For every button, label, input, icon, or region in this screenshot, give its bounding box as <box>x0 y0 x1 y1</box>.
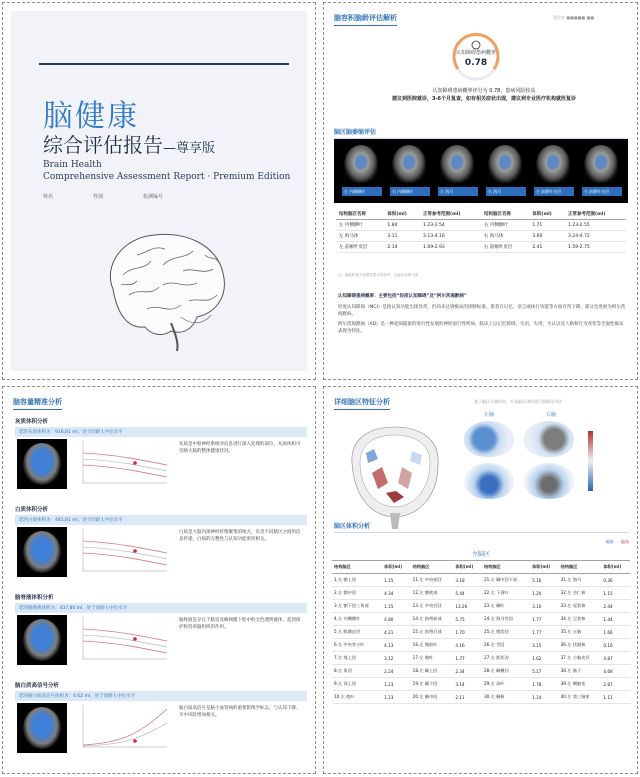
table-cell: 28.左 颞横回 <box>482 665 530 678</box>
block-description: 脑脊液是存在于脑室及蛛网膜下腔中的无色透明液体，起到保护和营养脑组织的作用。 <box>179 618 301 630</box>
column-header: 结构脑区 <box>482 561 530 574</box>
table-cell: 4.34 <box>382 587 411 600</box>
block-description: 白质是大脑内部神经纤维聚集的地方，负责不同脑区之间的信息传递，白质的完整性与认知功能密切相关。 <box>179 530 301 542</box>
table-row <box>332 691 630 704</box>
table-cell: 1.62 <box>530 652 559 665</box>
patient-marker <box>133 637 137 641</box>
table-cell: 4.左 内侧额叶 <box>332 613 382 626</box>
table-cell: 2.11 <box>453 691 482 704</box>
mri-image <box>17 439 67 489</box>
table-cell: 25.左 梭状回 <box>482 626 530 639</box>
table-cell: 1.59-2.75 <box>565 242 626 253</box>
table-cell: 1.15 <box>382 574 411 587</box>
block-result-bar: 您的灰质体积为：918.81 ml，处于同龄人中位水平 <box>15 427 307 437</box>
block-title: 脑脊液体积分析 <box>15 595 54 601</box>
column-header: 结构脑区名称 <box>336 209 384 220</box>
region-analysis-page <box>323 386 638 774</box>
upper-curve <box>83 709 167 745</box>
table-cell: 2.87 <box>601 678 630 691</box>
cover-meta <box>43 193 163 200</box>
table-row <box>332 600 630 613</box>
table-cell: 左 前额叶皮层 <box>336 242 384 253</box>
table-row <box>332 639 630 652</box>
table-cell: 1.15 <box>382 600 411 613</box>
mri-image <box>488 145 522 183</box>
volume-block <box>15 681 307 765</box>
table-cell: 1.71 <box>529 220 565 231</box>
table-row <box>332 665 630 678</box>
mri-section-title: 脑区脑萎缩评估 <box>334 127 628 139</box>
left-hemisphere-lateral <box>464 421 514 457</box>
table-cell: 0.36 <box>601 574 630 587</box>
mri-slice <box>436 145 478 201</box>
block-title: 灰质体积分析 <box>15 419 49 425</box>
gauge-arc <box>446 31 506 81</box>
table-cell: 8.左 角回 <box>332 665 382 678</box>
mri-image <box>440 145 474 183</box>
table-row <box>332 574 630 587</box>
column-header: 结构脑区 <box>332 561 382 574</box>
explanation-text-1: 轻度认知障碍（MCI）是指认知功能出现异常，但尚未达到痴呆的诊断标准。患者在记忆、语言或执行功能等方面有所下降，部分会进展为阿尔茨海默病。 <box>338 305 626 317</box>
brain-scan <box>23 707 61 749</box>
table-cell: 3.13-4.16 <box>420 231 481 242</box>
mri-slice <box>580 145 622 201</box>
cover-en-line1: Brain Health <box>43 160 102 170</box>
table-cell: 2.44 <box>601 600 630 613</box>
mri-slice <box>484 145 526 201</box>
table-cell: 2.41 <box>529 242 565 253</box>
mri-region-tag: 左 前额叶皮层 <box>534 187 574 196</box>
table-cell: 2.34 <box>453 665 482 678</box>
table-cell: 10.左 枕叶 <box>332 691 382 704</box>
cover-divider <box>39 63 289 65</box>
mri-image <box>344 145 378 183</box>
table-cell: 22.左 下顶叶 <box>482 587 530 600</box>
explanation-box <box>338 293 626 335</box>
table-cell: 13.26 <box>453 600 482 613</box>
table-row <box>336 242 626 253</box>
mri-region-tag: 右 前额叶皮层 <box>582 187 622 196</box>
mri-slice <box>532 145 574 201</box>
table-row <box>332 626 630 639</box>
mri-image <box>536 145 570 183</box>
mri-image <box>584 145 618 183</box>
cover-subtitle-main: 综合评估报告 <box>43 133 163 157</box>
cover-title: 脑健康 <box>43 99 139 134</box>
mri-region-tag: 左 海马 <box>438 187 478 196</box>
table-cell: 38.左 脑干 <box>559 665 602 678</box>
block-title: 白质体积分析 <box>15 507 49 513</box>
page-header: 脑容积脑龄评估解析 <box>334 13 397 26</box>
risk-summary-line1: 认知障碍患病概率评分为 0.78，患病风险较高 <box>432 88 536 94</box>
table-header-row <box>332 561 630 574</box>
table-cell: 29.左 岛叶 <box>482 678 530 691</box>
table-cell: 14.左 扣带前部 <box>411 613 454 626</box>
table-row <box>332 678 630 691</box>
table-cell: 5.44 <box>453 587 482 600</box>
table-cell: 19.左 颞下回 <box>411 678 454 691</box>
table-cell: 20.左 颞中回 <box>411 691 454 704</box>
table-row <box>332 652 630 665</box>
table-cell: 34.左 豆状核 <box>559 613 602 626</box>
brain-illustration <box>93 225 233 353</box>
table-cell: 24.左 海马旁回 <box>482 613 530 626</box>
risk-summary-line2: 建议到医院就诊，3-6个月复查，如有相关症状出现，建议到专业医疗机构就医复诊 <box>391 96 577 102</box>
region-legend <box>606 539 629 545</box>
table-cell: 1.23-2.54 <box>420 220 481 231</box>
table-title: 左脑区 <box>332 547 630 561</box>
percentile-chart <box>77 613 169 665</box>
region-section-title: 脑区体积分析 <box>334 521 629 533</box>
table-header-row <box>336 209 626 220</box>
table-cell: 3.14 <box>453 678 482 691</box>
table-cell: 2.左 额中回 <box>332 587 382 600</box>
volume-table <box>336 209 626 253</box>
table-cell: 左 内侧颞叶 <box>336 220 384 231</box>
table-cell: 1.20 <box>530 587 559 600</box>
patient-marker <box>133 461 137 465</box>
brain-scan <box>23 443 61 485</box>
table-cell: 30.左 颞极 <box>482 691 530 704</box>
table-cell: 4.16 <box>453 639 482 652</box>
lower-curve <box>83 553 167 565</box>
table-cell: 1.77 <box>453 652 482 665</box>
table-cell: 3.11 <box>384 231 420 242</box>
table-cell: 1.15 <box>601 587 630 600</box>
table-cell: 2.24 <box>382 665 411 678</box>
colorbar <box>588 431 593 491</box>
column-header: 结构脑区 <box>411 561 454 574</box>
table-row <box>336 220 626 231</box>
table-cell: 1.84 <box>384 220 420 231</box>
column-header: 结构脑区名称 <box>481 209 529 220</box>
lower-curve <box>83 465 167 477</box>
column-header: 正常参考范围(ml) <box>420 209 481 220</box>
block-result-bar: 您的脑白质高信号体积为：4.62 ml，处于同龄人中位水平 <box>15 691 307 701</box>
table-cell: 12.左 额底部 <box>411 587 454 600</box>
cover-subtitle <box>43 129 215 158</box>
cover-page <box>2 2 316 380</box>
median-curve <box>83 723 167 746</box>
block-result-bar: 您的白质体积为：481.81 ml，处于同龄人中位水平 <box>15 515 307 525</box>
table-cell: 1.左 额上回 <box>332 574 382 587</box>
table-cell: 15.左 扣带后部 <box>411 626 454 639</box>
table-cell: 1.23-2.55 <box>565 220 626 231</box>
cover-english-title <box>43 159 290 183</box>
table-cell: 11.左 中央前回 <box>411 574 454 587</box>
cover-meta-name: 姓名 <box>43 194 54 200</box>
table-cell: 3.15 <box>530 639 559 652</box>
mri-slice <box>388 145 430 201</box>
mri-region-tag: 右 内侧颞叶 <box>390 187 430 196</box>
table-cell: 33.左 尾状核 <box>559 600 602 613</box>
table-cell: 23.左 颞叶 <box>482 600 530 613</box>
left-hemisphere-label: 左脑 <box>484 412 495 418</box>
table-cell: 1.14 <box>530 691 559 704</box>
explanation-title: 认知障碍患病概率：主要包括“轻度认知障碍”及“阿尔茨海默病” <box>338 294 467 299</box>
right-hemisphere-lateral <box>524 421 574 457</box>
table-cell: 右 内侧颞叶 <box>481 220 529 231</box>
legend-low: 偏低 <box>605 539 614 544</box>
page-header: 脑容量精准分析 <box>13 397 62 410</box>
table-cell: 4.87 <box>601 652 630 665</box>
block-description: 脑白质高信号是脑小血管病的重要影像学标志，与认知下降、卒中风险增加相关。 <box>179 706 301 718</box>
mri-region-tag: 右 海马 <box>486 187 526 196</box>
brain-scan <box>23 619 61 661</box>
column-header: 体积(ml) <box>453 561 482 574</box>
patient-marker <box>133 549 137 553</box>
table-cell: 1.11 <box>601 691 630 704</box>
cover-meta-gender: 性别 <box>93 194 104 200</box>
table-note: 注：脑容积相关参数结果仅供参考，以临床诊断为准 <box>338 273 419 277</box>
cover-edition: —尊享版 <box>163 141 216 156</box>
table-cell: 3.12 <box>382 652 411 665</box>
explanation-text-2: 阿尔茨海默病（AD）是一种起病隐匿的进行性发展的神经退行性疾病，临床上以记忆障碍、失语、失用、失认以及人格和行为改变等全面性痴呆表现为特征。 <box>338 322 624 334</box>
table-cell: 1.44 <box>601 613 630 626</box>
cover-meta-id: 检测编号 <box>143 194 164 200</box>
table-cell: 39.左 侧脑室 <box>559 678 602 691</box>
table-cell: 16.左 楔前叶 <box>411 639 454 652</box>
table-cell: 1.70 <box>453 626 482 639</box>
table-cell: 3.10 <box>530 600 559 613</box>
table-cell: 27.左 距状沟 <box>482 652 530 665</box>
summary-page <box>323 2 638 380</box>
table-row <box>332 587 630 600</box>
mri-region-tag: 左 内侧颞叶 <box>342 187 382 196</box>
left-hemisphere-medial <box>464 463 514 499</box>
risk-summary <box>354 87 614 103</box>
table-cell: 5.75 <box>453 613 482 626</box>
gauge-value: 0.78 <box>464 58 488 68</box>
table-cell: 3.60 <box>529 231 565 242</box>
table-cell: 1.78 <box>530 678 559 691</box>
table-cell: 9.左 顶上回 <box>332 678 382 691</box>
percentile-chart <box>77 701 169 753</box>
table-cell: 26.左 舌回 <box>482 639 530 652</box>
column-header: 体积(ml) <box>384 209 420 220</box>
table-cell: 4.80 <box>382 613 411 626</box>
table-cell: 4.13 <box>382 639 411 652</box>
column-header: 体积(ml) <box>382 561 411 574</box>
table-cell: 1.69-2.93 <box>420 242 481 253</box>
patient-marker <box>133 739 137 743</box>
table-cell: 3.左 额下回三角部 <box>332 600 382 613</box>
header-note: 基于脑区分割结果，对各脑区体积进行精细化评估 <box>474 399 562 404</box>
table-cell: 21.左 颞中回下部 <box>482 574 530 587</box>
mri-image <box>17 703 67 753</box>
mri-slice <box>340 145 382 201</box>
table-cell: 1.23 <box>382 691 411 704</box>
volume-block <box>15 505 307 589</box>
mri-image <box>392 145 426 183</box>
region-volume-table <box>332 547 630 704</box>
page-header: 详细脑区特征分析 <box>334 397 390 410</box>
table-cell: 40.左 第三脑室 <box>559 691 602 704</box>
column-header: 体积(ml) <box>601 561 630 574</box>
table-cell: 37.左 小脑皮层 <box>559 652 602 665</box>
risk-gauge <box>446 31 506 81</box>
volume-block <box>15 593 307 677</box>
block-result-bar: 您的脑脊液体积为：437.80 ml，处于同龄人中位水平 <box>15 603 307 613</box>
table-cell: 31.左 海马 <box>559 574 602 587</box>
table-cell: 3.18 <box>453 574 482 587</box>
table-cell: 36.左 伏隔核 <box>559 639 602 652</box>
volume-analysis-page <box>2 386 316 774</box>
table-cell: 右 海马体 <box>481 231 529 242</box>
table-cell: 2.14 <box>384 242 420 253</box>
table-cell: 左 海马体 <box>336 231 384 242</box>
table-row <box>336 231 626 242</box>
header-note: 受检者 ■■■■■ ■■ <box>553 15 594 20</box>
cover-background <box>11 11 307 371</box>
right-hemisphere-label: 右脑 <box>546 412 557 418</box>
table-cell: 4.21 <box>382 626 411 639</box>
column-header: 结构脑区 <box>559 561 602 574</box>
table-cell: 13.左 中央后回 <box>411 600 454 613</box>
block-description: 灰质是中枢神经系统对信息进行深入处理的部位，灰质体积可反映大脑的整体健康状况。 <box>179 442 301 454</box>
table-cell: 32.左 杏仁核 <box>559 587 602 600</box>
cover-en-line2: Comprehensive Assessment Report · Premium Edition <box>43 172 291 182</box>
mri-image <box>17 615 67 665</box>
table-cell: 7.左 缘上回 <box>332 652 382 665</box>
table-cell: 1.77 <box>530 613 559 626</box>
table-cell: 4.68 <box>601 665 630 678</box>
table-row <box>332 613 630 626</box>
table-cell: 5.16 <box>530 574 559 587</box>
table-cell: 1.66 <box>601 626 630 639</box>
table-cell: 右 前额叶皮层 <box>481 242 529 253</box>
table-cell: 5.左 眶额皮层 <box>332 626 382 639</box>
brain-atlas-coronal <box>346 423 444 533</box>
gauge-label: 认知障碍患病概率 <box>455 50 496 56</box>
table-cell: 1.77 <box>530 626 559 639</box>
table-cell: 5.17 <box>530 665 559 678</box>
column-header: 正常参考范围(ml) <box>565 209 626 220</box>
table-cell: 17.左 楔叶 <box>411 652 454 665</box>
right-hemisphere-medial <box>524 463 574 499</box>
lower-curve <box>83 641 167 653</box>
legend-high: 偏高 <box>621 539 629 544</box>
volume-block <box>15 417 307 501</box>
gauge-icon <box>472 41 480 49</box>
percentile-chart <box>77 437 169 489</box>
table-cell: 0.16 <box>601 639 630 652</box>
table-cell: 1.23 <box>382 678 411 691</box>
column-header: 体积(ml) <box>530 561 559 574</box>
column-header: 体积(ml) <box>529 209 565 220</box>
block-title: 脑白质高信号分析 <box>15 683 60 689</box>
table-cell: 35.左 丘脑 <box>559 626 602 639</box>
mri-strip <box>334 139 628 203</box>
table-cell: 18.左 颞上回 <box>411 665 454 678</box>
percentile-chart <box>77 525 169 577</box>
table-cell: 3.24-4.72 <box>565 231 626 242</box>
table-cell: 6.左 中央旁小叶 <box>332 639 382 652</box>
brain-scan <box>23 531 61 573</box>
mri-image <box>17 527 67 577</box>
